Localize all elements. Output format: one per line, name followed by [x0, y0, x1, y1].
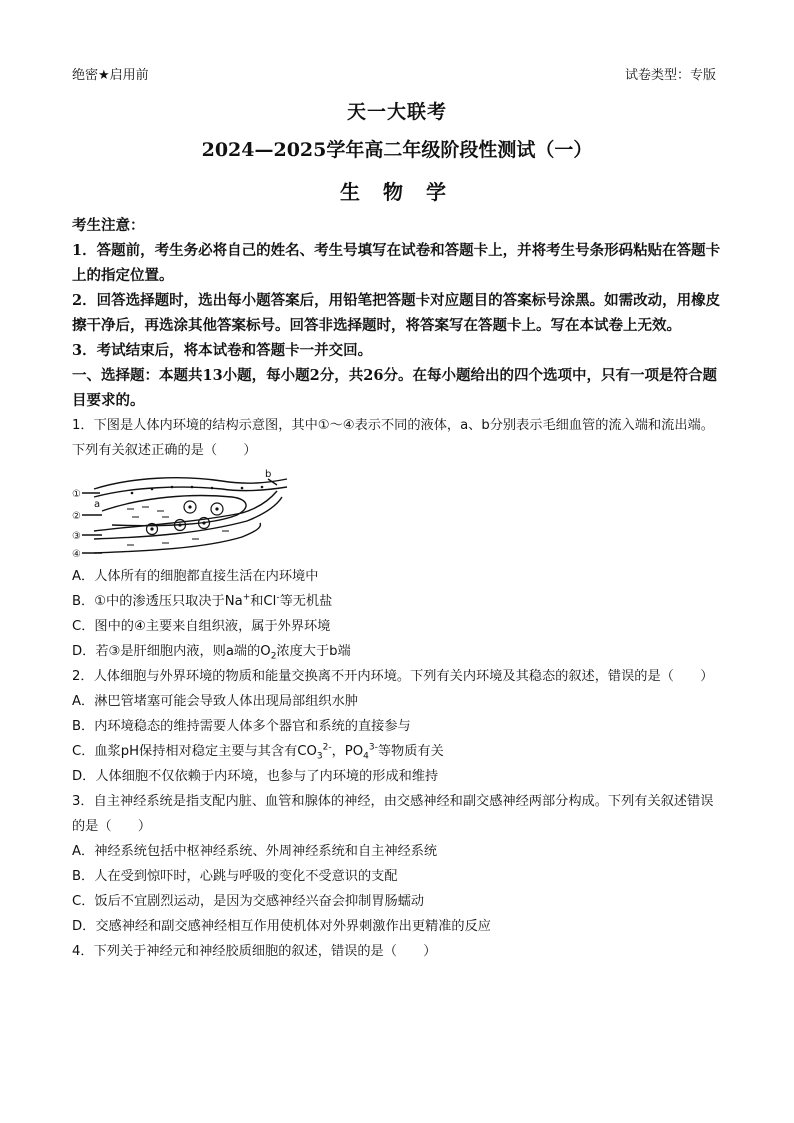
fig-label-4: ④ [72, 549, 81, 560]
internal-environment-diagram [72, 467, 292, 562]
exam-content [72, 213, 722, 964]
fig-label-b: b [265, 469, 272, 480]
exam-title: 2024—2025学年高二年级阶段性测试（一） [201, 139, 593, 161]
question-3-stem: 3．自主神经系统是指支配内脏、血管和腺体的神经，由交感神经和副交感神经两部分构成。下列有关叙述错误的是（ ） [72, 794, 714, 834]
fig-label-2: ② [72, 511, 81, 522]
question-1-option-d: D．若③是肝细胞内液，则a端的$O_2$浓度大于b端 [72, 644, 351, 662]
fig-label-3: ③ [72, 531, 81, 542]
notice-item-3: 3．考试结束后，将本试卷和答题卡一并交回。 [72, 342, 373, 359]
organization-title: 天一大联考 [346, 101, 447, 123]
subject-title: 生 物 学 [340, 180, 454, 204]
question-2-option-c: C．血浆pH保持相对稳定主要与其含有$CO_3^{2-}$，$PO_4^{3-}$等物质有关 [72, 742, 444, 762]
exam-type-label: 试卷类型：专版 [624, 68, 716, 83]
question-3-option-a: A．神经系统包括中枢神经系统、外周神经系统和自主神经系统 [72, 844, 438, 859]
question-2-option-b: B．内环境稳态的维持需要人体多个器官和系统的直接参与 [72, 719, 411, 734]
section-heading: 一、选择题：本题共13小题，每小题2分，共26分。在每小题给出的四个选项中，只有一项是符合题目要求的。 [72, 367, 717, 409]
question-1-option-c: C．图中的④主要来自组织液，属于外界环境 [72, 619, 331, 634]
question-2-option-a: A．淋巴管堵塞可能会导致人体出现局部组织水肿 [72, 694, 358, 709]
question-2-stem: 2．人体细胞与外界环境的物质和能量交换离不开内环境。下列有关内环境及其稳态的叙述，错误的是（ ） [72, 669, 714, 684]
fig-label-1: ① [72, 489, 81, 500]
fig-label-a: a [94, 499, 101, 510]
question-1-option-a: A．人体所有的细胞都直接生活在内环境中 [72, 569, 319, 584]
notice-item-1: 1．答题前，考生务必将自己的姓名、考生号填写在试卷和答题卡上，并将考生号条形码粘贴在答题卡上的指定位置。 [72, 242, 721, 284]
question-4-stem: 4．下列关于神经元和神经胶质细胞的叙述，错误的是（ ） [72, 944, 437, 959]
notice-heading: 考生注意： [72, 217, 145, 234]
confidential-label: 绝密★启用前 [72, 68, 149, 83]
question-1-option-b: B．①中的渗透压只取决于Na+和Cl-等无机盐 [72, 592, 333, 609]
question-1-stem: 1．下图是人体内环境的结构示意图，其中①～④表示不同的液体，a、b分别表示毛细血管的流入端和流出端。下列有关叙述正确的是（ ） [72, 418, 714, 458]
question-3-option-d: D．交感神经和副交感神经相互作用使机体对外界刺激作出更精准的反应 [72, 919, 491, 934]
question-3-option-b: B．人在受到惊吓时，心跳与呼吸的变化不受意识的支配 [72, 869, 398, 884]
question-2-option-d: D．人体细胞不仅依赖于内环境，也参与了内环境的形成和维持 [72, 769, 439, 784]
question-3-option-c: C．饭后不宜剧烈运动，是因为交感神经兴奋会抑制胃肠蠕动 [72, 894, 425, 909]
notice-item-2: 2．回答选择题时，选出每小题答案后，用铅笔把答题卡对应题目的答案标号涂黑。如需改动，用橡皮擦干净后，再选涂其他答案标号。回答非选择题时，将答案写在答题卡上。写在本试卷上无效。 [72, 292, 721, 334]
